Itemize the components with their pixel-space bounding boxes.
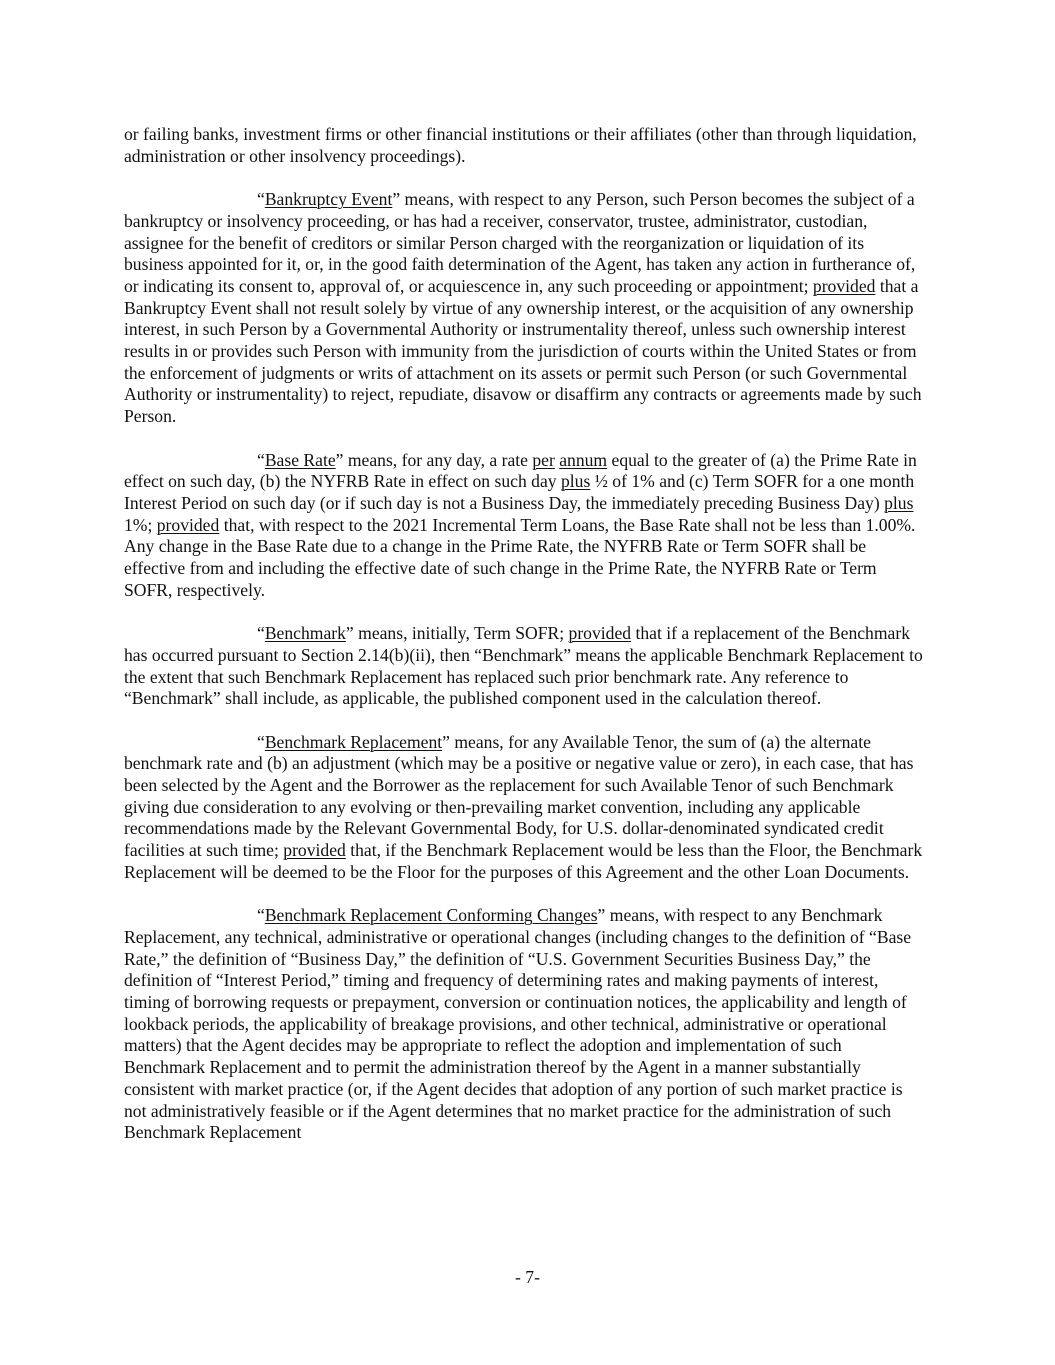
paragraph-text: “ [257,731,265,752]
paragraph-text: ½ of 1% and (c) Term SOFR for a one month Interest Period on such day (or if such day is not a Business Day, the immediately preceding Business Day) [124,471,915,513]
defined-term: Benchmark Replacement [264,731,443,752]
paragraph-text: “ [257,623,265,644]
paragraph-text: ” means, initially, Term SOFR; [345,623,569,644]
paragraph-text: or failing banks, investment firms or other financial institutions or their affiliates (other than through liquidation, administration or other insolvency proceedings). [124,124,917,166]
page-number: - 7- [515,1267,540,1287]
defined-term: provided [812,275,876,296]
defined-term: Bankruptcy Event [264,189,393,210]
paragraph-text: ” means, with respect to any Person, such Person becomes the subject of a bankruptcy or insolvency proceeding, or has had a receiver, conservator, trustee, administrator, custodian, assignee for the benefit of creditors or similar Person charged with the reorganization or liquidation of its business appointed for it, or, in the good faith determination of the Agent, has taken any action in furtherance of, or indicating its consent to, approval of, or acquiescence in, any such proceeding or appointment; [124,189,916,296]
paragraph-text: that, with respect to the 2021 Incremental Term Loans, the Base Rate shall not be less than 1.00%. Any change in the Base Rate due to a change in the Prime Rate, the NYFRB Rate or Term SOFR shall be effective from and including the effective date of such change in the Prime Rate, the NYFRB Rate or Term SOFR, respectively. [124,514,916,600]
paragraph-text: that a Bankruptcy Event shall not result solely by virtue of any ownership interest, or the acquisition of any ownership interest, in such Person by a Governmental Authority or instrumentality thereof, unless such ownership interest results in or provides such Person with immunity from the jurisdiction of courts within the United States or from the enforcement of judgments or writs of attachment on its assets or permit such Person (or such Governmental Authority or instrumentality) to reject, repudiate, disavow or disaffirm any contracts or agreements made by such Person. [124,275,922,427]
paragraph-text: “ [257,905,265,926]
definition-base-rate [124,450,924,602]
defined-term: provided [568,623,632,644]
paragraph-text: ” means, with respect to any Benchmark Replacement, any technical, administrative or operational changes (including changes to the definition of “Base Rate,” the definition of “Business Day,” the definition of “U.S. Government Securities Business Day,” the definition of “Interest Period,” timing and frequency of determining rates and making payments of interest, timing of borrowing requests or prepayment, conversion or continuation notices, the applicability and length of lookback periods, the applicability of breakage provisions, and other technical, administrative or operational matters) that the Agent decides may be appropriate to reflect the adoption and implementation of such Benchmark Replacement and to permit the administration thereof by the Agent in a manner substantially consistent with market practice (or, if the Agent decides that adoption of any portion of such market practice is not administratively feasible or if the Agent determines that no market practice for the administration of such Benchmark Replacement [124,905,912,1143]
definition-benchmark-replacement-conforming-changes [124,905,924,1144]
paragraph-text: “ [257,449,265,470]
document-page [124,124,924,1166]
defined-term: per [532,449,555,470]
defined-term: provided [156,514,220,535]
paragraph-text: “ [257,189,265,210]
definition-benchmark [124,623,924,710]
paragraph-text: ” means, for any day, a rate [335,449,533,470]
defined-term: annum [559,449,608,470]
defined-term: Base Rate [264,449,336,470]
definition-benchmark-replacement [124,732,924,884]
paragraph-continuation [124,124,924,167]
paragraph-text: ” means, for any Available Tenor, the sum of (a) the alternate benchmark rate and (b) an adjustment (which may be a positive or negative value or zero), in each case, that has been selected by the Agent and the Borrower as the replacement for such Available Tenor of such Benchmark giving due consideration to any evolving or then-prevailing market convention, including any applicable recommendations made by the Relevant Governmental Body, for U.S. dollar-denominated syndicated credit facilities at such time; [124,731,914,861]
defined-term: Benchmark Replacement Conforming Changes [264,905,598,926]
defined-term: provided [283,840,346,861]
paragraph-text: 1%; [124,514,157,535]
paragraph-text: that, if the Benchmark Replacement would be less than the Floor, the Benchmark Replacement will be deemed to be the Floor for the purposes of this Agreement and the other Loan Documents. [124,840,923,882]
definition-bankruptcy-event [124,189,924,428]
defined-term: plus [560,471,591,492]
defined-term: Benchmark [264,623,346,644]
paragraph-text: that if a replacement of the Benchmark has occurred pursuant to Section 2.14(b)(ii), then “Benchmark” means the applicable Benchmark Replacement to the extent that such Benchmark Replacement has replaced such prior benchmark rate. Any reference to “Benchmark” shall include, as applicable, the published component used in the calculation thereof. [124,623,923,709]
defined-term: plus [884,492,914,513]
paragraph-text: equal to the greater of (a) the Prime Rate in effect on such day, (b) the NYFRB Rate in effect on such day [124,449,917,492]
